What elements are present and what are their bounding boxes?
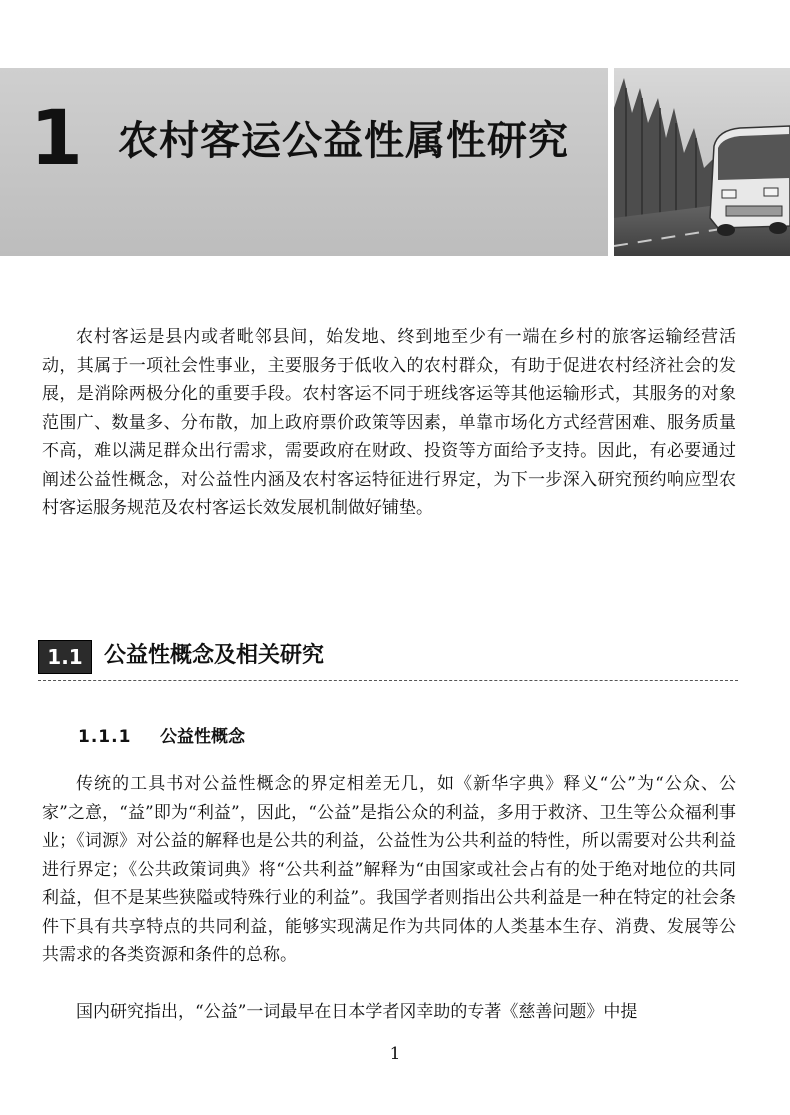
subsection-heading (78, 724, 245, 750)
subsection-number: 1.1.1 (78, 727, 132, 747)
chapter-title: 农村客运公益性属性研究 (118, 118, 569, 164)
body-paragraph: 国内研究指出，“公益”一词最早在日本学者冈幸助的专著《慈善问题》中提 (76, 1002, 638, 1022)
section-heading (38, 640, 738, 681)
country-road-bus-photo (614, 68, 790, 256)
chapter-banner (0, 68, 790, 256)
body-paragraph: 传统的工具书对公益性概念的界定相差无几，如《新华字典》释义“公”为“公众、公家”之意，“益”即为“利益”，因此，“公益”是指公众的利益，多用于救济、卫生等公众福利事业；《词源》对公益的解释也是公共的利益，公益性为公共利益的特性，所以需要对公共利益进行界定；《公共政策词典》将“公共利益”解释为“由国家或社会占有的处于绝对地位的共同利益，但不是某些狭隘或特殊行业的利益”。我国学者则指出公共利益是一种在特定的社会条件下具有共享特点的共同利益，能够实现满足作为共同体的人类基本生存、消费、发展等公共需求的各类资源和条件的总称。 (42, 774, 736, 965)
chapter-number: 1 (30, 93, 83, 182)
section-number-badge: 1.1 (38, 640, 92, 674)
section-title: 公益性概念及相关研究 (104, 643, 325, 668)
page-number: 1 (389, 1044, 401, 1064)
subsection-title: 公益性概念 (160, 727, 245, 747)
bus-photo-illustration (614, 68, 790, 256)
intro-paragraph: 农村客运是县内或者毗邻县间，始发地、终到地至少有一端在乡村的旅客运输经营活动，其属于一项社会性事业，主要服务于低收入的农村群众，有助于促进农村经济社会的发展，是消除两极分化的重要手段。农村客运不同于班线客运等其他运输形式，其服务的对象范围广、数量多、分布散，加上政府票价政策等因素，单靠市场化方式经营困难、服务质量不高，难以满足群众出行需求，需要政府在财政、投资等方面给予支持。因此，有必要通过阐述公益性概念，对公益性内涵及农村客运特征进行界定，为下一步深入研究预约响应型农村客运服务规范及农村客运长效发展机制做好铺垫。 (42, 327, 736, 518)
